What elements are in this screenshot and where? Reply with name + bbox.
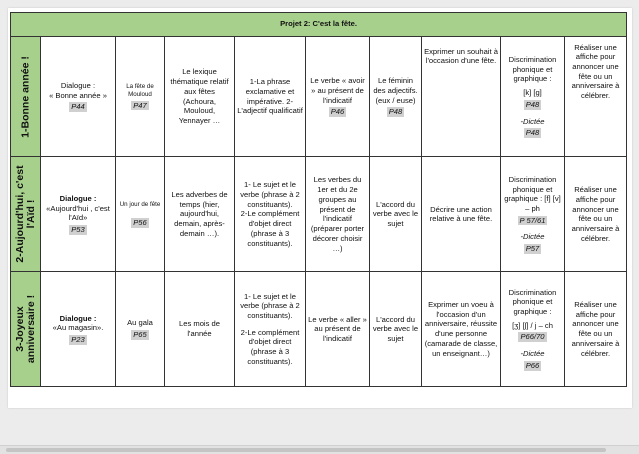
row-header bbox=[11, 157, 41, 272]
phonics-cell: Discrimination phonique et graphique : [k] [g] P48 -Dictée P48 bbox=[501, 36, 565, 157]
grammar-cell: 1- Le sujet et le verbe (phrase à 2 constituants). 2-Le complément d'objet direct (phrase à 3 constituants). bbox=[235, 272, 306, 387]
dialogue-cell: Dialogue : « Bonne année » P44 bbox=[41, 36, 116, 157]
oral-expression-cell: Exprimer un souhait à l'occasion d'une fête. bbox=[422, 36, 501, 157]
page-ref: P23 bbox=[71, 334, 85, 344]
table-row bbox=[11, 157, 627, 272]
page-ref: P48 bbox=[388, 107, 403, 117]
project-task-cell: Réaliser une affiche pour annoncer une fête ou un anniversaire à célébrer. bbox=[565, 157, 627, 272]
page-ref: P46 bbox=[330, 107, 345, 117]
vocabulary-cell: Les mois de l'année bbox=[165, 272, 235, 387]
spelling-cell: L'accord du verbe avec le sujet bbox=[370, 272, 422, 387]
dialogue-cell: Dialogue : «Aujourd'hui , c'est l'Aïd» P53 bbox=[41, 157, 116, 272]
conjugation-cell: Le verbe « avoir » au présent de l'indicatif P46 bbox=[306, 36, 370, 157]
page-ref: P 57/61 bbox=[519, 215, 546, 225]
phonics-cell: Discrimination phonique et graphique : [ʒ] [ʃ] / j – ch P66/70 -Dictée P66 bbox=[501, 272, 565, 387]
table-row bbox=[11, 36, 627, 157]
vocabulary-cell: Le lexique thématique relatif aux fêtes (Achoura, Mouloud, Yennayer … bbox=[165, 36, 235, 157]
table-row bbox=[11, 272, 627, 387]
page-ref: P57 bbox=[525, 244, 540, 254]
oral-expression-cell: Décrire une action relative à une fête. bbox=[422, 157, 501, 272]
reading-cell: La fête de Mouloud P47 bbox=[116, 36, 165, 157]
title-row bbox=[11, 13, 627, 37]
page-ref: P44 bbox=[71, 102, 85, 112]
grammar-cell: 1- Le sujet et le verbe (phrase à 2 constituants). 2-Le complément d'objet direct (phrase à 3 constituants). bbox=[235, 157, 306, 272]
page-ref: P56 bbox=[133, 217, 147, 227]
oral-expression-cell: Exprimer un voeu à l'occasion d'un anniversaire, réussite d'une personne (camarade de classe, un enseignant…) bbox=[422, 272, 501, 387]
project-task-cell: Réaliser une affiche pour annoncer une fête ou un anniversaire à célébrer. bbox=[565, 36, 627, 157]
page-ref: P48 bbox=[525, 99, 540, 109]
page-ref: P66/70 bbox=[520, 332, 545, 342]
row-title: 1-Bonne année ! bbox=[18, 55, 31, 138]
page-ref: P47 bbox=[133, 100, 147, 110]
conjugation-cell: Les verbes du 1er et du 2e groupes au présent de l'indicatif (préparer porter décorer choisir …) bbox=[306, 157, 370, 272]
phonics-cell: Discrimination phonique et graphique : [f] [v] – ph P 57/61 -Dictée P57 bbox=[501, 157, 565, 272]
row-header bbox=[11, 36, 41, 157]
row-title: 3-Joyeux anniversaire ! bbox=[13, 294, 37, 364]
project-title: Projet 2: C'est la fête. bbox=[11, 13, 627, 37]
spelling-cell: Le féminin des adjectifs. (eux / euse) P48 bbox=[370, 36, 422, 157]
page-ref: P53 bbox=[71, 225, 85, 235]
project-table bbox=[10, 12, 627, 387]
vocabulary-cell: Les adverbes de temps (hier, aujourd'hui, demain, après-demain …). bbox=[165, 157, 235, 272]
spelling-cell: L'accord du verbe avec le sujet bbox=[370, 157, 422, 272]
page-ref: P48 bbox=[525, 128, 540, 138]
row-title: 2-Aujourd'hui, c'est l'Aïd ! bbox=[13, 165, 37, 263]
grammar-cell: 1-La phrase exclamative et impérative. 2- L'adjectif qualificatif bbox=[235, 36, 306, 157]
horizontal-scrollbar[interactable] bbox=[0, 445, 639, 454]
project-task-cell: Réaliser une affiche pour annoncer une fête ou un anniversaire à célébrer. bbox=[565, 272, 627, 387]
page-ref: P65 bbox=[133, 330, 147, 340]
conjugation-cell: Le verbe « aller » au présent de l'indicatif bbox=[306, 272, 370, 387]
reading-cell: Un jour de fête P56 bbox=[116, 157, 165, 272]
scrollbar-thumb[interactable] bbox=[6, 448, 606, 452]
page-ref: P66 bbox=[525, 360, 540, 370]
reading-cell: Au gala P65 bbox=[116, 272, 165, 387]
row-header bbox=[11, 272, 41, 387]
dialogue-cell: Dialogue : «Au magasin». P23 bbox=[41, 272, 116, 387]
